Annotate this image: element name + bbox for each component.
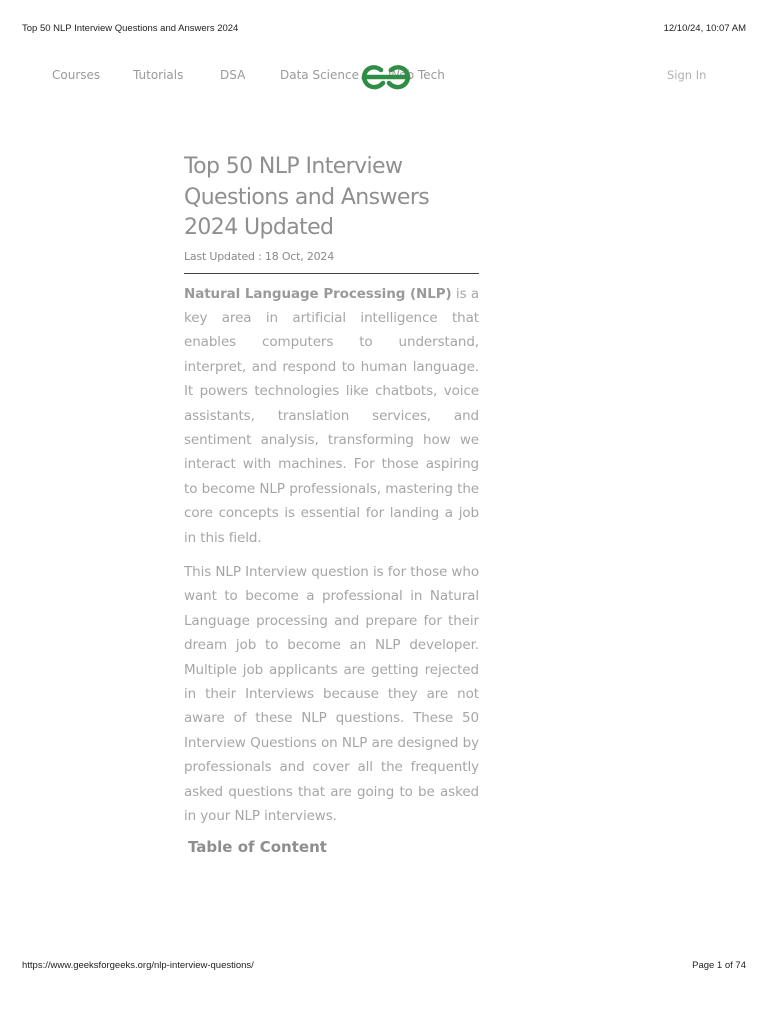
intro-text: is a key area in artificial intelligence that enables computers to understand, interpret, and respond to human language. It powers technologies like chatbots, voice assistants, translation services, and sentiment analysis, transforming how we interact with machines. For those aspiring to become NLP professionals, mastering the core concepts is essential for landing a job in this field. — [184, 285, 479, 546]
print-header — [22, 23, 746, 34]
second-paragraph: This NLP Interview question is for those who want to become a professional in Natural Language processing and prepare for their dream job to become an NLP developer. Multiple job applicants are getting rejected in their Interviews because they are not aware of these NLP questions. These 50 Interview Questions on NLP are designed by professionals and cover all the frequently asked questions that are going to be asked in your NLP interviews. — [184, 563, 479, 825]
print-page-title: Top 50 NLP Interview Questions and Answers 2024 — [22, 23, 239, 34]
article — [184, 152, 479, 856]
nav-data-science[interactable]: Data Science — [280, 68, 359, 82]
title-divider — [184, 273, 479, 274]
nav-tutorials[interactable]: Tutorials — [133, 68, 184, 82]
sign-in-link[interactable]: Sign In — [667, 68, 707, 82]
intro-bold-term: Natural Language Processing (NLP) — [184, 285, 452, 302]
print-page-number: Page 1 of 74 — [692, 960, 746, 971]
print-datetime: 12/10/24, 10:07 AM — [663, 23, 746, 34]
intro-paragraph — [184, 282, 479, 550]
geeksforgeeks-logo-icon[interactable] — [361, 62, 411, 92]
nav-courses[interactable]: Courses — [52, 68, 101, 82]
print-url: https://www.geeksforgeeks.org/nlp-interview-questions/ — [22, 960, 254, 971]
print-footer — [22, 960, 746, 971]
article-title: Top 50 NLP Interview Questions and Answers 2024 Updated — [184, 154, 430, 240]
last-updated: Last Updated : 18 Oct, 2024 — [184, 249, 335, 263]
nav-web-tech[interactable]: Web Tech — [388, 68, 445, 82]
table-of-content-heading[interactable]: Table of Content — [188, 838, 327, 857]
top-navigation — [0, 60, 768, 94]
nav-dsa[interactable]: DSA — [220, 68, 246, 82]
